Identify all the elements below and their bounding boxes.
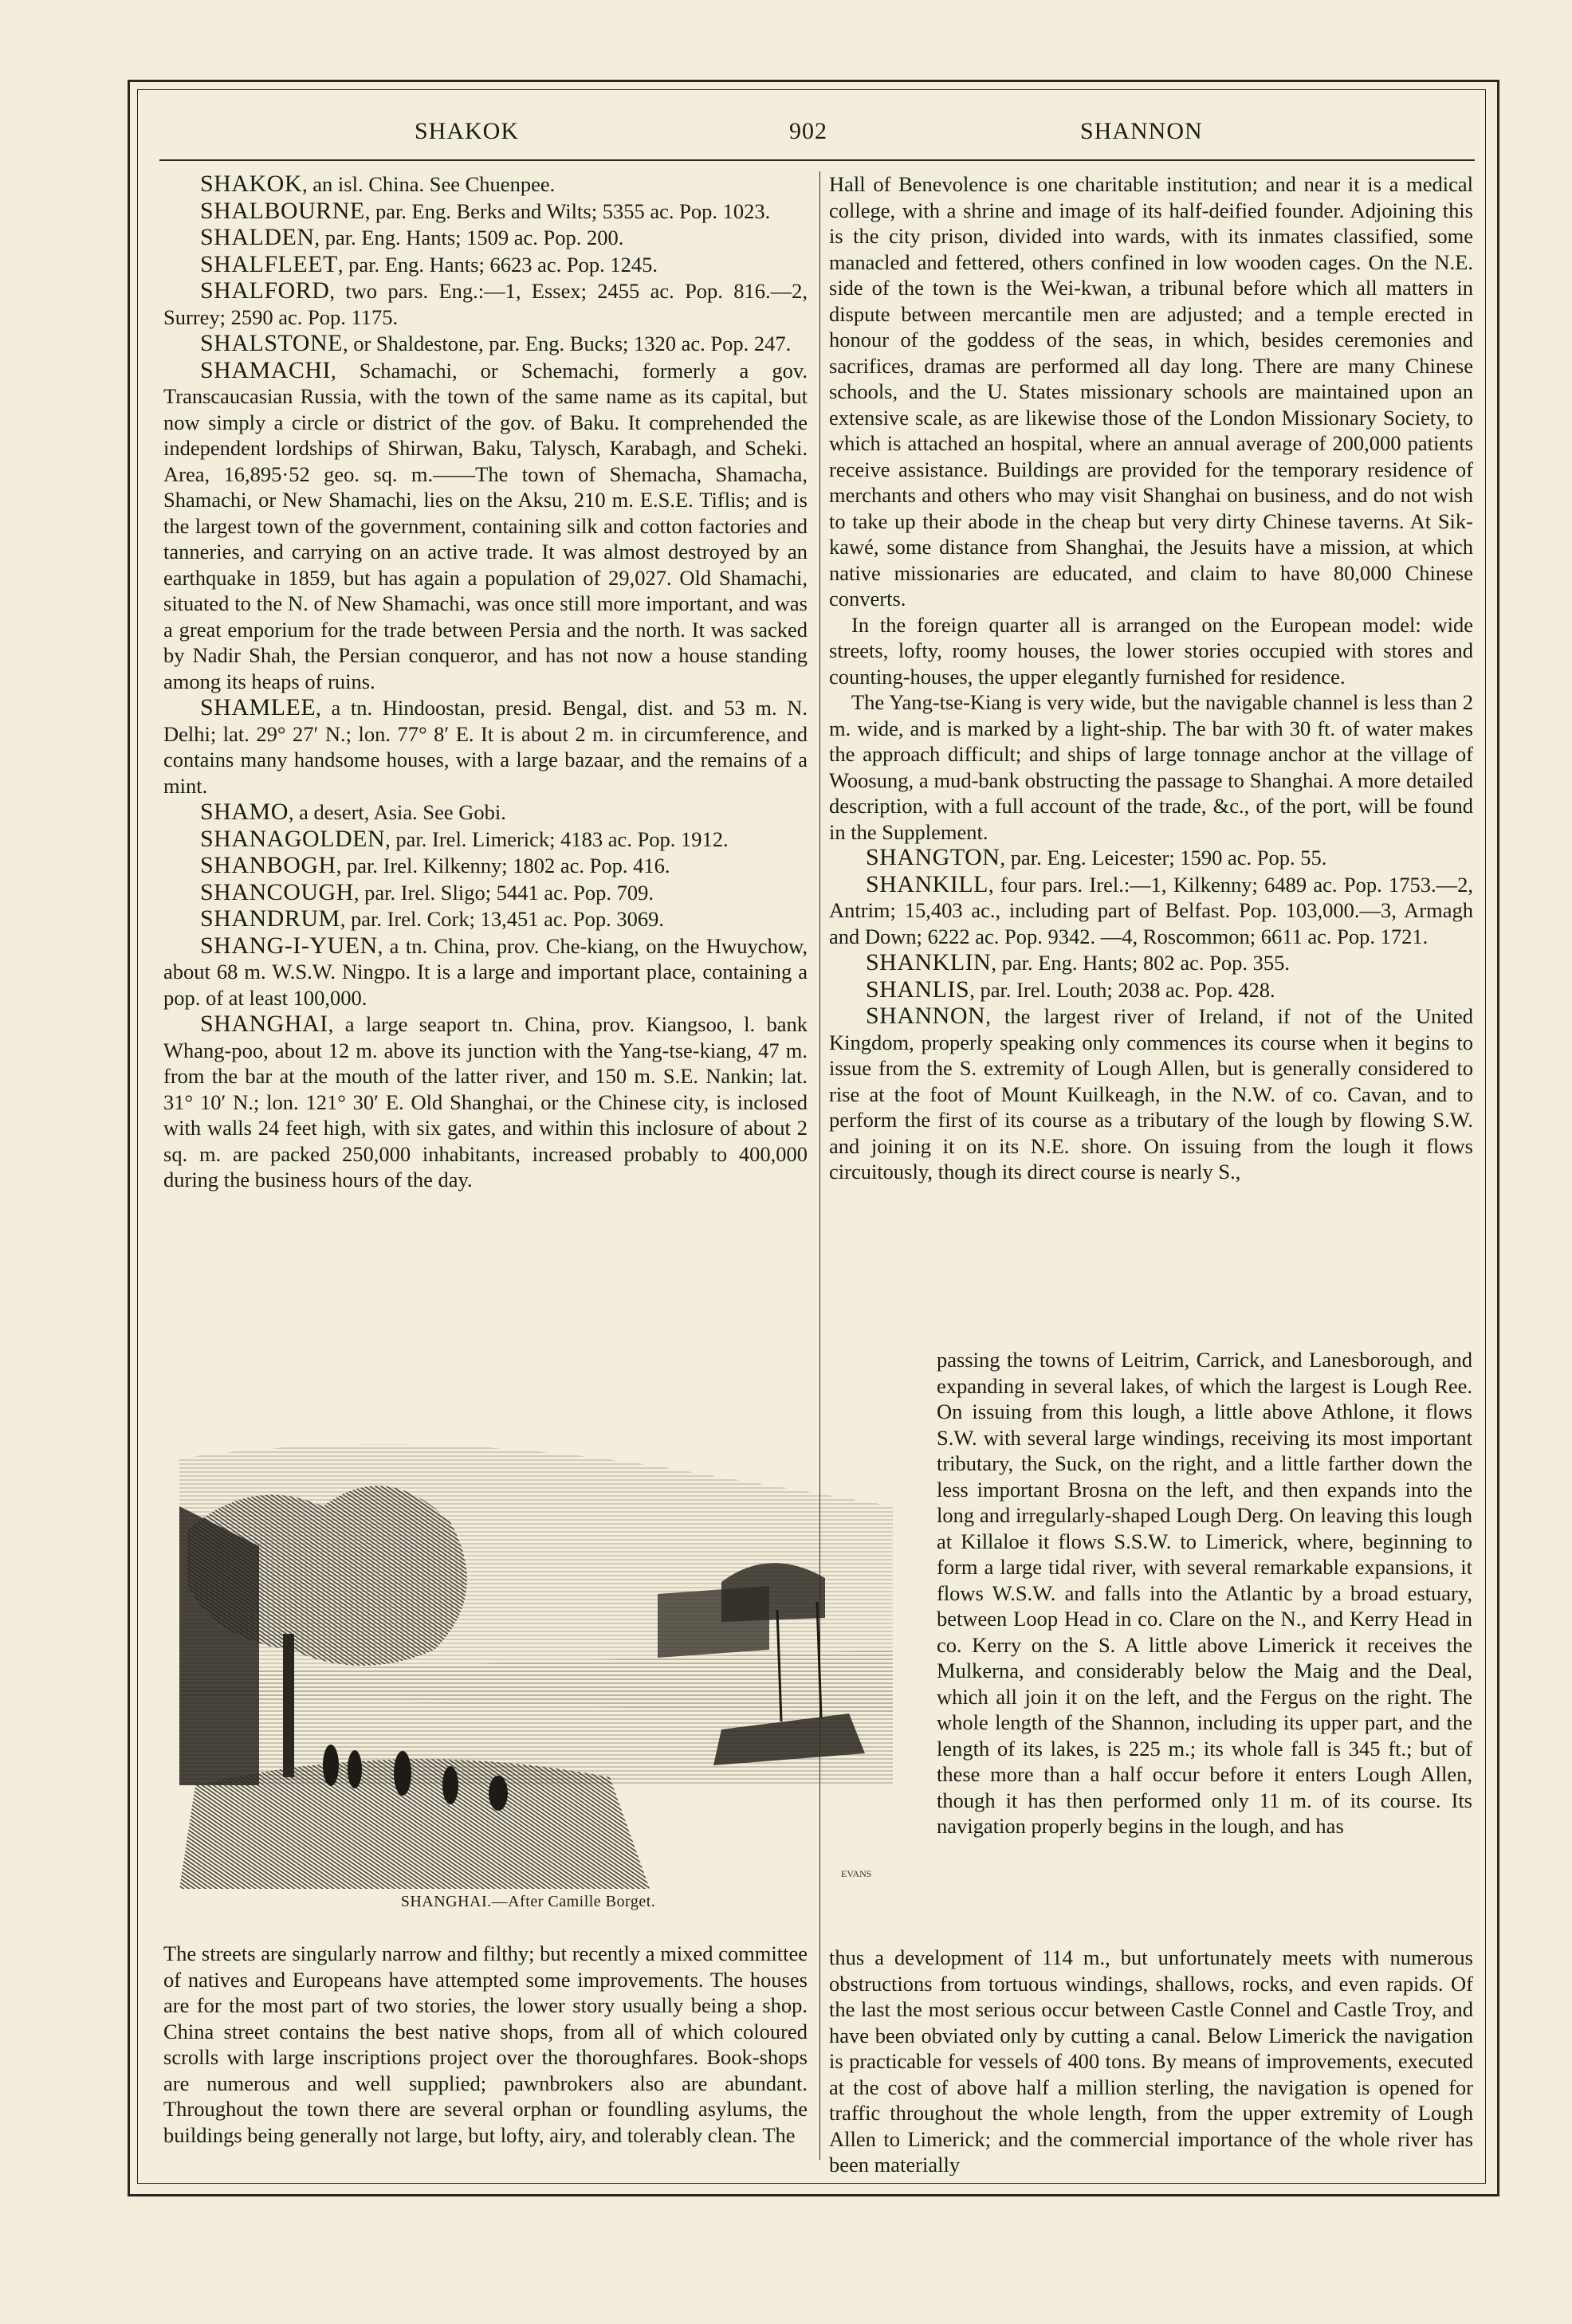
- headword: SHALFLEET: [200, 250, 338, 277]
- entry: [163, 171, 808, 198]
- entry-text: , a tn. Hindoostan, presid. Bengal, dist. and 53 m. N. Delhi; lat. 29° 27′ N.; lon. 77° 8′ E. It is about 2 m. in circumference, and contains many handsome houses, with a large bazaar, and the remains of a mint.: [163, 696, 808, 798]
- figure-caption: SHANGHAI.—After Camille Borget.: [400, 1893, 656, 1910]
- paragraph: In the foreign quarter all is arranged on the European model: wide streets, lofty, roomy houses, the lower stories occupied with stores and counting-houses, the upper elegantly furnished for residence.: [829, 612, 1473, 689]
- headword: SHANCOUGH: [200, 878, 354, 905]
- entry-text: , four pars. Irel.:—1, Kilkenny; 6489 ac. Pop. 1753.—2, Antrim; 15,403 ac., including part of Belfast. Pop. 103,000.—3, Armagh and Down; 6222 ac. Pop. 9342. —4, Roscommon; 6611 ac. Pop. 1721.: [829, 872, 1473, 948]
- entry: [163, 906, 808, 932]
- entry: [163, 880, 808, 906]
- headword: SHANKILL: [866, 870, 988, 897]
- headword: SHAKOK: [200, 171, 303, 197]
- left-building: [179, 1506, 259, 1785]
- entry: [163, 933, 808, 1011]
- headword: SHANGHAI: [200, 1011, 328, 1037]
- headword: SHAMO: [200, 799, 289, 825]
- entry: [163, 826, 808, 853]
- right-column: [829, 171, 1473, 1339]
- entry-text: , Schamachi, or Schemachi, formerly a gov. Transcaucasian Russia, with the town of the same name as its capital, but now simply a circle or district of the gov. of Baku. It comprehended the independent lordships of Shirwan, Baku, Talysch, Karabagh, and Scheki. Area, 16,895·52 geo. sq. m.——The town of Shemacha, Shamacha, Shamachi, or New Shamachi, lies on the Aksu, 210 m. E.S.E. Tiflis; and is the largest town of the government, containing silk and cotton factories and tanneries, and carrying on an active trade. It was almost destroyed by an earthquake in 1859, but has again a population of 29,027. Old Shamachi, situated to the N. of New Shamachi, was once still more important, and was a great emporium for the trade between Persia and the north. It was sacked by Nadir Shah, the Persian conqueror, and has not now a house standing among its heaps of ruins.: [163, 358, 808, 693]
- entry-text: , par. Irel. Louth; 2038 ac. Pop. 428.: [969, 977, 1275, 1002]
- headword: SHALSTONE: [200, 330, 343, 356]
- wrap-paragraph: passing the towns of Leitrim, Carrick, and Lanesborough, and expanding in several lakes, of which the largest is Lough Ree. On issuing from this lough, a little above Athlone, it flows S.W. with several large windings, receiving its most important tributary, the Suck, on the right, and a little farther down the less important Brosna on the left, and then expands into the long and irregularly-shaped Lough Derg. On leaving this lough at Killaloe it flows S.S.W. to Limerick, where, beginning to form a large tidal river, with several remarkable expansions, it flows W.S.W. and falls into the Atlantic by a broad estuary, between Loop Head in co. Clare on the N., and Kerry Head in co. Kerry on the S. A little above Limerick it receives the Mulkerna, and considerably below the Maig and the Deal, which all join it on the left, and the Fergus on the right. The whole length of the Shannon, including its upper part, and the length of its lakes, is 225 m.; its whole fall is 345 ft.; but of these more than a half occur before it enters Lough Allen, though it has then performed only 11 m. of its course. Its navigation properly begins in the lough, and has: [937, 1348, 1472, 1838]
- entry-text: , a desert, Asia. See Gobi.: [288, 800, 506, 824]
- shanghai-engraving: [163, 1411, 893, 1925]
- entry-text: , par. Irel. Limerick; 4183 ac. Pop. 1912.: [385, 826, 729, 851]
- headword: SHANKLIN: [866, 949, 992, 976]
- entry: [163, 331, 808, 357]
- headword: SHALFORD: [200, 277, 330, 304]
- entry-text: , par. Eng. Hants; 6623 ac. Pop. 1245.: [337, 252, 658, 277]
- entry-text: , a tn. China, prov. Che-kiang, on the Hwuychow, about 68 m. W.S.W. Ningpo. It is a large and important place, containing a pop. of at least 100,000.: [163, 933, 808, 1010]
- entry-text: , par. Irel. Cork; 13,451 ac. Pop. 3069.: [340, 907, 664, 931]
- entry-text: , par. Eng. Hants; 802 ac. Pop. 355.: [991, 951, 1290, 975]
- entry: [163, 1011, 808, 1193]
- engraver-signature: EVANS: [841, 1868, 872, 1879]
- entry-text: , par. Eng. Hants; 1509 ac. Pop. 200.: [314, 226, 624, 249]
- entry: [163, 853, 808, 879]
- headword: SHALDEN: [200, 224, 315, 250]
- entry-text: , par. Irel. Kilkenny; 1802 ac. Pop. 416.: [336, 854, 670, 877]
- paragraph: Hall of Benevolence is one charitable institution; and near it is a medical college, with a shrine and image of its half-deified founder. Adjoining this is the city prison, divided into wards, with its inmates classified, some manacled and fettered, others confined in low wooden cages. On the N.E. side of the town is the Wei-kwan, a tribunal before which all matters in dispute between mercantile men are adjusted; and a temple erected in honour of the goddess of the seas, in which, besides ceremonies and sacrifices, dramas are performed all day long. There are many Chinese schools, and the U. States missionary schools are maintained upon an extensive scale, as are likewise those of the London Missionary Society, to which is attached an hospital, where an annual average of 200,000 patients receive assistance. Buildings are provided for the temporary residence of merchants and others who may visit Shanghai on business, and do not wish to take up their abode in the cheap but very dirty Chinese taverns. At Sik-kawé, some distance from Shanghai, the Jesuits have a mission, at which native missionaries are educated, and claim to have 80,000 Chinese converts.: [829, 172, 1473, 610]
- entry-text: , par. Eng. Leicester; 1590 ac. Pop. 55.: [1000, 846, 1327, 870]
- headword: SHANDRUM: [200, 905, 340, 932]
- headword: SHANG-I-YUEN: [200, 932, 378, 959]
- entry: [829, 872, 1473, 950]
- headword: SHALBOURNE: [200, 197, 365, 224]
- headword: SHAMLEE: [200, 694, 316, 720]
- entry: [829, 1003, 1473, 1185]
- entry-text: , two pars. Eng.:—1, Essex; 2455 ac. Pop. 816.—2, Surrey; 2590 ac. Pop. 1175.: [163, 279, 808, 329]
- entry: [163, 198, 808, 225]
- headword: SHAMACHI: [200, 356, 332, 383]
- headword: SHANNON: [866, 1003, 986, 1029]
- entry-text: , an isl. China. See Chuenpee.: [302, 172, 556, 196]
- entry: [829, 977, 1473, 1003]
- headword: SHANGTON: [866, 844, 1000, 870]
- continuation-left: The streets are singularly narrow and filthy; but recently a mixed committee of natives and Europeans have attempted some improvements. The houses are for the most part of two stories, the lower story usually being a shop. China street contains the best native shops, from all of which coloured scrolls with large inscriptions project over the thoroughfares. Book-shops are numerous and well supplied; pawnbrokers also are abundant. Throughout the town there are several orphan or foundling asylums, the buildings being generally not large, but lofty, airy, and tolerably clean. The: [163, 1941, 808, 2147]
- engraving-illustration: [163, 1411, 893, 1889]
- entry: [163, 225, 808, 251]
- entry-text: , par. Eng. Berks and Wilts; 5355 ac. Pop. 1023.: [364, 198, 771, 223]
- entry: [163, 695, 808, 799]
- entry: [163, 358, 808, 695]
- entry-text: , or Shaldestone, par. Eng. Bucks; 1320 ac. Pop. 247.: [342, 332, 792, 355]
- running-header: [159, 112, 1475, 151]
- tree-trunk: [283, 1634, 294, 1777]
- headword: SHANBOGH: [200, 852, 336, 878]
- headword: SHANLIS: [866, 976, 970, 1003]
- headword: SHANAGOLDEN: [200, 825, 386, 852]
- foreground-shore: [179, 1759, 650, 1889]
- entry: [829, 950, 1473, 976]
- header-rule: [159, 159, 1475, 161]
- header-right-word: SHANNON: [1080, 118, 1203, 144]
- entry-text: , a large seaport tn. China, prov. Kiangsoo, l. bank Whang-poo, about 12 m. above its junction with the Yang-tse-kiang, 47 m. from the bar at the mouth of the latter river, and 150 m. S.E. Nankin; lat. 31° 10′ N.; lon. 121° 30′ E. Old Shanghai, or the Chinese city, is inclosed with walls 24 feet high, with six gates, and within this inclosure of about 2 sq. m. are packed 250,000 inhabitants, increased probably to 400,000 during the business hours of the day.: [163, 1012, 808, 1191]
- continuation-right: thus a development of 114 m., but unfortunately meets with numerous obstructions from tortuous windings, shallows, rocks, and even rapids. Of the last the most serious occur between Castle Connel and Castle Troy, and have been obviated only by cutting a canal. Below Limerick the navigation is practicable for vessels of 400 tons. By means of improvements, executed at the cost of above half a million sterling, the navigation is opened for traffic throughout the whole length, from the upper extremity of Lough Allen to Limerick; and the commercial importance of the whole river has been materially: [829, 1945, 1473, 2176]
- page-number: 902: [789, 118, 827, 144]
- entry-text: , the largest river of Ireland, if not of the United Kingdom, properly speaking only commences its course when it begins to issue from the S. extremity of Lough Allen, but is generally considered to rise at the foot of Mount Kuilkeagh, in the N.W. of co. Cavan, and to perform the first of its course as a tributary of the lough by flowing S.W. and joining it on its N.E. shore. On issuing from the lough it flows circuitously, though its direct course is nearly S.,: [829, 1004, 1473, 1184]
- entry: [829, 845, 1473, 871]
- paragraph: The Yang-tse-Kiang is very wide, but the navigable channel is less than 2 m. wide, and is marked by a light-ship. The bar with 30 ft. of water makes the approach difficult; and ships of large tonnage anchor at the village of Woosung, a mud-bank obstructing the passage to Shanghai. A more detailed description, with a full account of the trade, &c., of the port, will be found in the Supplement.: [829, 690, 1473, 844]
- header-left-word: SHAKOK: [415, 118, 520, 144]
- entry-text: , par. Irel. Sligo; 5441 ac. Pop. 709.: [353, 880, 654, 905]
- entry: [163, 799, 808, 826]
- entry: [163, 252, 808, 278]
- entry: [163, 278, 808, 330]
